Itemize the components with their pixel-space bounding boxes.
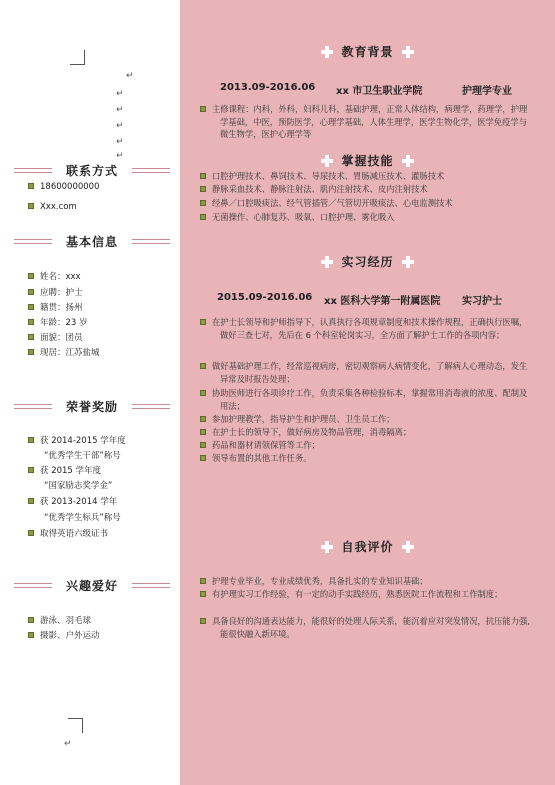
- bullet-icon: [28, 273, 34, 279]
- bullet-icon: [200, 578, 206, 584]
- basic-item: [28, 333, 83, 344]
- bullet-icon: [28, 304, 34, 310]
- bullet-icon: [200, 416, 206, 422]
- bullet-icon: [28, 183, 34, 189]
- basic-item-text: 面貌：团员: [40, 333, 83, 343]
- skills-heading-text: 掌握技能: [341, 154, 394, 168]
- basic-item-text: 应聘：护士: [40, 288, 83, 298]
- basic-item: [28, 348, 100, 359]
- bullet-icon: [200, 200, 206, 206]
- contact-email: [28, 202, 77, 213]
- education-heading: [180, 41, 555, 57]
- internship-item-text: 领导布置的其他工作任务。: [212, 453, 312, 463]
- internship-item: [200, 452, 530, 465]
- internship-item-text: 药品和器材请领保管等工作；: [212, 440, 320, 450]
- bullet-icon: [28, 319, 34, 325]
- basic-item-text: 姓名：xxx: [40, 272, 81, 282]
- internship-role: 实习护士: [462, 296, 502, 307]
- cross-icon: [402, 256, 414, 268]
- bullet-icon: [200, 363, 206, 369]
- evaluation-item: [200, 615, 530, 640]
- basic-heading: [14, 233, 170, 249]
- contact-phone-text: 18600000000: [40, 182, 100, 192]
- paragraph-mark-icon: ↵: [126, 71, 134, 81]
- skill-item: [200, 170, 530, 183]
- paragraph-mark-icon: ↵: [116, 121, 124, 131]
- bullet-icon: [200, 618, 206, 624]
- internship-heading: [180, 251, 555, 267]
- bullet-icon: [28, 349, 34, 355]
- honor-item-text: 获 2015 学年度: [40, 466, 102, 476]
- internship-item: [200, 413, 530, 426]
- paragraph-mark-icon: ↵: [116, 137, 124, 147]
- evaluation-heading: [180, 536, 555, 552]
- bullet-icon: [28, 437, 34, 443]
- cross-icon: [321, 155, 333, 167]
- bullet-icon: [200, 173, 206, 179]
- honor-item: [28, 529, 108, 540]
- evaluation-item: [200, 588, 530, 601]
- skill-item: [200, 183, 530, 196]
- honors-heading: [14, 398, 170, 414]
- bullet-icon: [28, 203, 34, 209]
- cross-icon: [402, 46, 414, 58]
- hobby-item: [28, 631, 100, 642]
- internship-item-text: 在护士长的领导下，做好病房及物品管理，消毒隔离；: [212, 427, 412, 437]
- internship-item: [200, 387, 530, 412]
- paragraph-mark-icon: ↵: [116, 151, 124, 161]
- bullet-icon: [28, 530, 34, 536]
- honors-heading-text: 荣誉奖励: [65, 400, 118, 414]
- education-school: xx 市卫生职业学院: [336, 86, 423, 97]
- skill-item-text: 无菌操作、心肺复苏、吸氧、口腔护理、雾化吸入: [212, 212, 395, 222]
- contact-heading-text: 联系方式: [65, 164, 118, 178]
- contact-email-text: Xxx.com: [40, 202, 77, 212]
- hobby-item-text: 摄影、户外运动: [40, 631, 100, 641]
- hobbies-heading: [14, 577, 170, 593]
- basic-item: [28, 303, 83, 314]
- honor-item: [28, 436, 126, 447]
- honor-item-text: 获 2014-2015 学年度: [40, 436, 126, 446]
- bullet-icon: [200, 442, 206, 448]
- bullet-icon: [200, 214, 206, 220]
- bullet-icon: [28, 289, 34, 295]
- evaluation-heading-text: 自我评价: [341, 540, 394, 554]
- contact-phone: [28, 182, 100, 193]
- internship-item: [200, 316, 530, 341]
- skill-item: [200, 197, 530, 210]
- bullet-icon: [28, 632, 34, 638]
- honor-item-text: 获 2013-2014 学年: [40, 497, 118, 507]
- education-heading-text: 教育背景: [341, 45, 394, 59]
- basic-item-text: 籍贯：扬州: [40, 303, 83, 313]
- skill-item: [200, 211, 530, 224]
- cross-icon: [402, 155, 414, 167]
- hobby-item: [28, 616, 91, 627]
- skill-item-text: 经鼻／口腔吸痰法、经气管插管／气管切开吸痰法、心电监测技术: [212, 198, 453, 208]
- internship-hospital: xx 医科大学第一附属医院: [324, 296, 441, 307]
- internship-item: [200, 360, 530, 385]
- bullet-icon: [28, 617, 34, 623]
- paragraph-mark-icon: ↵: [64, 739, 72, 749]
- evaluation-item: [200, 575, 530, 588]
- education-courses: [200, 103, 530, 141]
- internship-item-text: 在护士长领导和护师指导下，认真执行各项规章制度和技术操作规程，正确执行医嘱，做好三查七对，先后在 6 个科室轮岗实习，全方面了解护士工作的各项内容；: [212, 317, 528, 340]
- bullet-icon: [28, 498, 34, 504]
- basic-item-text: 年龄：23 岁: [40, 318, 88, 328]
- internship-item-text: 做好基础护理工作，经常巡视病房，密切观察病人病情变化，了解病人心理动态，发生异常及时报告处理；: [212, 361, 528, 384]
- internship-item-text: 参加护理教学，指导护生和护理员、卫生员工作；: [212, 414, 395, 424]
- cross-icon: [321, 46, 333, 58]
- internship-heading-text: 实习经历: [341, 255, 394, 269]
- internship-period: 2015.09-2016.06: [217, 292, 313, 303]
- hobby-item-text: 游泳、羽毛球: [40, 616, 92, 626]
- honor-item: [28, 466, 101, 477]
- skill-item-text: 静脉采血技术、静脉注射法、肌内注射技术、皮内注射技术: [212, 184, 428, 194]
- education-period: 2013.09-2016.06: [220, 82, 316, 93]
- left-sidebar: [0, 0, 181, 785]
- paragraph-mark-icon: ↵: [116, 89, 124, 99]
- evaluation-item-text: 有护理实习工作经验，有一定的动手实践经历，熟悉医院工作流程和工作制度；: [212, 589, 503, 599]
- basic-heading-text: 基本信息: [65, 235, 118, 249]
- basic-item: [28, 318, 88, 329]
- education-major: 护理学专业: [462, 86, 512, 97]
- paragraph-mark-icon: ↵: [116, 105, 124, 115]
- hobbies-heading-text: 兴趣爱好: [65, 579, 118, 593]
- bullet-icon: [200, 591, 206, 597]
- crop-mark-top: [70, 50, 85, 65]
- bullet-icon: [200, 455, 206, 461]
- honor-item: [28, 497, 117, 508]
- bullet-icon: [200, 319, 206, 325]
- contact-heading: [14, 162, 170, 178]
- honor-item-text: 取得英语六级证书: [40, 529, 109, 539]
- bullet-icon: [28, 334, 34, 340]
- internship-item: [200, 439, 530, 452]
- bullet-icon: [200, 429, 206, 435]
- basic-item: [28, 272, 81, 283]
- evaluation-item-text: 护理专业毕业，专业成绩优秀，具备扎实的专业知识基础；: [212, 576, 428, 586]
- crop-mark-bottom: [68, 718, 83, 733]
- honor-item-cont: “优秀学生标兵”称号: [44, 513, 121, 523]
- cross-icon: [321, 256, 333, 268]
- education-courses-text: 主修课程：内科，外科，妇科儿科，基础护理，正常人体结构，病理学，药理学，护理学基础，中医，预防医学，心理学基础，人体生理学，医学生物化学，医学免疫学与微生物学，医护心理学等: [212, 104, 528, 139]
- cross-icon: [402, 541, 414, 553]
- internship-item-text: 协助医师进行各项诊疗工作，负责采集各种检验标本，掌握常用消毒液的浓度、配制及用法；: [212, 388, 528, 411]
- bullet-icon: [28, 467, 34, 473]
- bullet-icon: [200, 106, 206, 112]
- cross-icon: [321, 541, 333, 553]
- basic-item: [28, 288, 83, 299]
- bullet-icon: [200, 390, 206, 396]
- basic-item-text: 现居：江苏盐城: [40, 348, 100, 358]
- bullet-icon: [200, 186, 206, 192]
- skill-item-text: 口腔护理技术、鼻饲技术、导尿技术、胃肠减压技术、灌肠技术: [212, 171, 445, 181]
- evaluation-item-text: 具备良好的沟通表达能力，能很好的处理人际关系，能沉着应对突发情况，抗压能力强,能很快融入新环境。: [212, 616, 530, 639]
- internship-item: [200, 426, 530, 439]
- honor-item-cont: “优秀学生干部”称号: [44, 451, 121, 461]
- skills-heading: [180, 150, 555, 166]
- honor-item-cont: “国家励志奖学金”: [44, 481, 113, 491]
